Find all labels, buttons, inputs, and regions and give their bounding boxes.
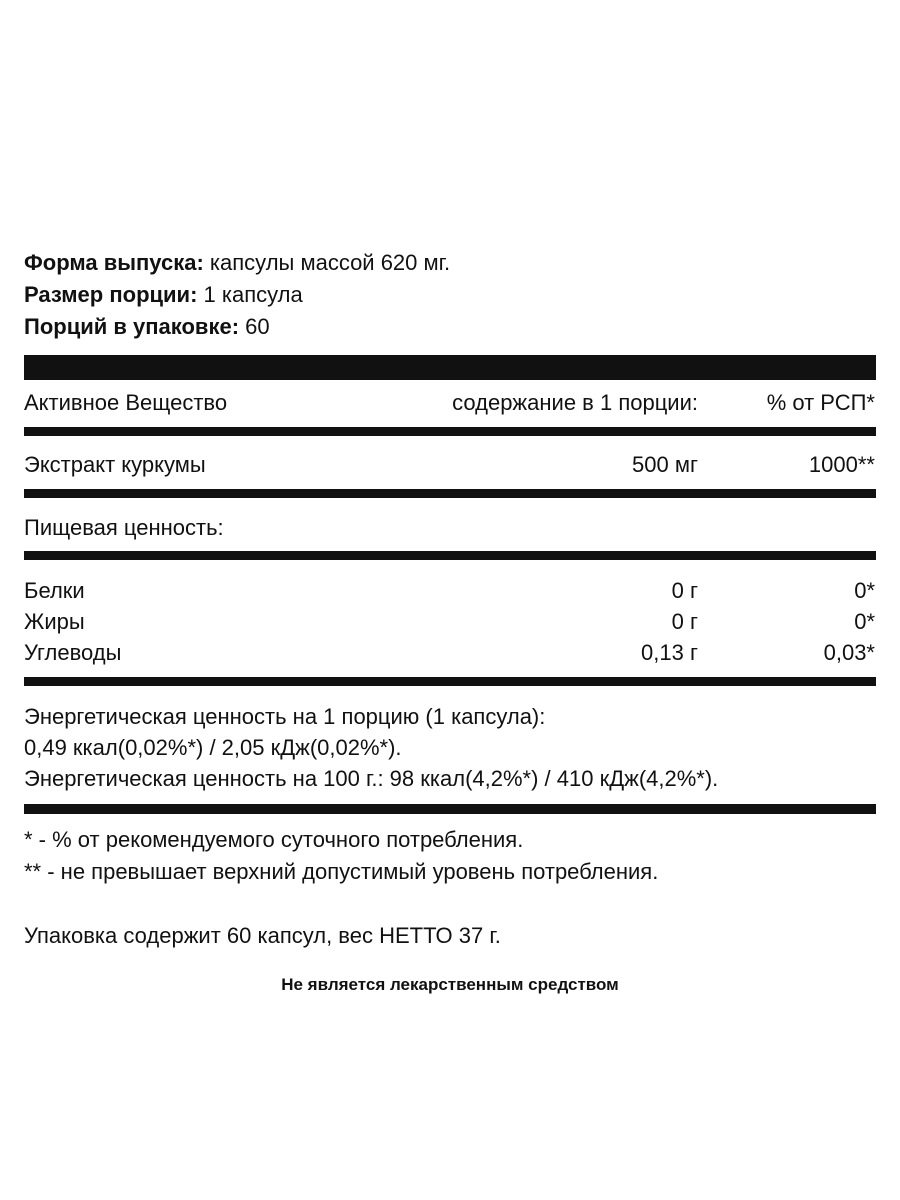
- nutrient-amount: 0,13 г: [641, 640, 698, 665]
- form-line: [24, 250, 450, 276]
- serving-line: [24, 282, 303, 308]
- table-divider: [24, 489, 876, 498]
- table-divider: [24, 427, 876, 436]
- nutrition-title: Пищевая ценность:: [24, 515, 224, 540]
- form-label: Форма выпуска:: [24, 250, 204, 275]
- table-top-bar: [24, 355, 876, 380]
- servings-value: 60: [245, 314, 270, 339]
- table-bottom-bar: [24, 804, 876, 814]
- nutrient-name: Белки: [24, 578, 85, 603]
- table-divider: [24, 551, 876, 560]
- servings-label: Порций в упаковке:: [24, 314, 240, 339]
- header-percent-rsp: % от РСП*: [766, 390, 875, 415]
- energy-line: Энергетическая ценность на 100 г.: 98 ккал(4,2%*) / 410 кДж(4,2%*).: [24, 766, 719, 791]
- table-divider: [24, 677, 876, 686]
- nutrient-name: Углеводы: [24, 640, 122, 665]
- energy-line: 0,49 ккал(0,02%*) / 2,05 кДж(0,02%*).: [24, 735, 402, 760]
- form-value: капсулы массой 620 мг.: [209, 250, 451, 275]
- servings-line: [24, 314, 270, 340]
- active-percent: 1000**: [808, 452, 875, 477]
- nutrient-amount: 0 г: [671, 578, 698, 603]
- active-amount: 500 мг: [632, 452, 698, 477]
- active-name: Экстракт куркумы: [24, 452, 206, 477]
- package-text: Упаковка содержит 60 капсул, вес НЕТТО 37 г.: [24, 923, 501, 948]
- serving-label: Размер порции:: [24, 282, 198, 307]
- footnote: * - % от рекомендуемого суточного потребления.: [24, 827, 524, 852]
- nutrient-percent: 0,03*: [823, 640, 875, 665]
- footnote: ** - не превышает верхний допустимый уровень потребления.: [24, 859, 659, 884]
- header-amount-per-serving: содержание в 1 порции:: [452, 390, 698, 415]
- energy-line: Энергетическая ценность на 1 порцию (1 капсула):: [24, 704, 546, 729]
- nutrient-percent: 0*: [854, 578, 875, 603]
- nutrient-name: Жиры: [24, 609, 85, 634]
- header-active-substance: Активное Вещество: [24, 390, 228, 415]
- nutrient-percent: 0*: [854, 609, 875, 634]
- disclaimer: Не является лекарственным средством: [281, 975, 619, 994]
- nutrient-amount: 0 г: [671, 609, 698, 634]
- serving-value: 1 капсула: [203, 282, 303, 307]
